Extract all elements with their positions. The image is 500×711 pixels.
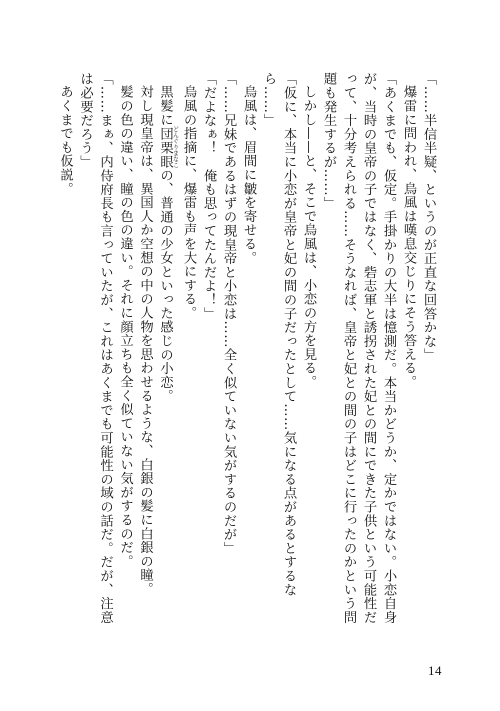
paragraph-segment: 黒髪に: [157, 85, 173, 127]
ruby-word: 団栗眼 どんぐりまなこ: [157, 126, 179, 169]
paragraph: 爆雷に問われ、烏風は嘆息交じりにそう答える。: [401, 85, 416, 389]
paragraph: 「……半信半疑、というのが正直な回答かな」: [421, 72, 436, 362]
paragraph: 髪の色の違い、瞳の色の違い。それに顔立ちも全く似ていない気がするのだ。: [117, 85, 133, 569]
paragraph: あくまでも仮説。: [58, 85, 73, 196]
paragraph: 対し現皇帝は、異国人か空想の中の人物を思わせるような、白銀の髪に白銀の瞳。: [137, 85, 153, 596]
paragraph: 烏風は、眉間に皺を寄せる。: [241, 85, 256, 265]
paragraph: 「だよなぁ！ 俺も思ってたんだよ！」: [201, 72, 216, 321]
paragraph: しかし——と、そこで烏風は、小恋の方を見る。: [301, 85, 316, 389]
vertical-text-body: [58, 72, 438, 632]
paragraph: 「……兄妹であるはずの現皇帝と小恋は……全く似ていない気がするのだが」: [221, 72, 236, 555]
paragraph: 「あくまでも、仮定。手掛かりの大半は憶測だ。本当かどうか、定かではない。小恋自身が、当時の皇帝の子ではなく、砦志軍と誘拐された妃との間にできた子供という可能性だって、十分考えられる……そうなれば、皇帝と妃との間の子はどこに行ったのかという問題も発生するが……」: [321, 72, 396, 624]
paragraph: 「……まぁ、内侍府長も言っていたが、これはあくまでも可能性の域の話だ。だが、注意は必要だろう」: [77, 72, 113, 624]
page-number: 14: [428, 663, 442, 678]
paragraph-segment: の、普通の少女といった感じの小恋。: [157, 168, 173, 404]
paragraph: 「仮に、本当に小恋が皇帝と妃の間の子だったとして……気になる点があるとするなら……」: [261, 72, 296, 597]
paragraph-with-ruby: [155, 72, 179, 632]
paragraph: 烏風の指摘に、爆雷も声を大にする。: [181, 85, 196, 320]
